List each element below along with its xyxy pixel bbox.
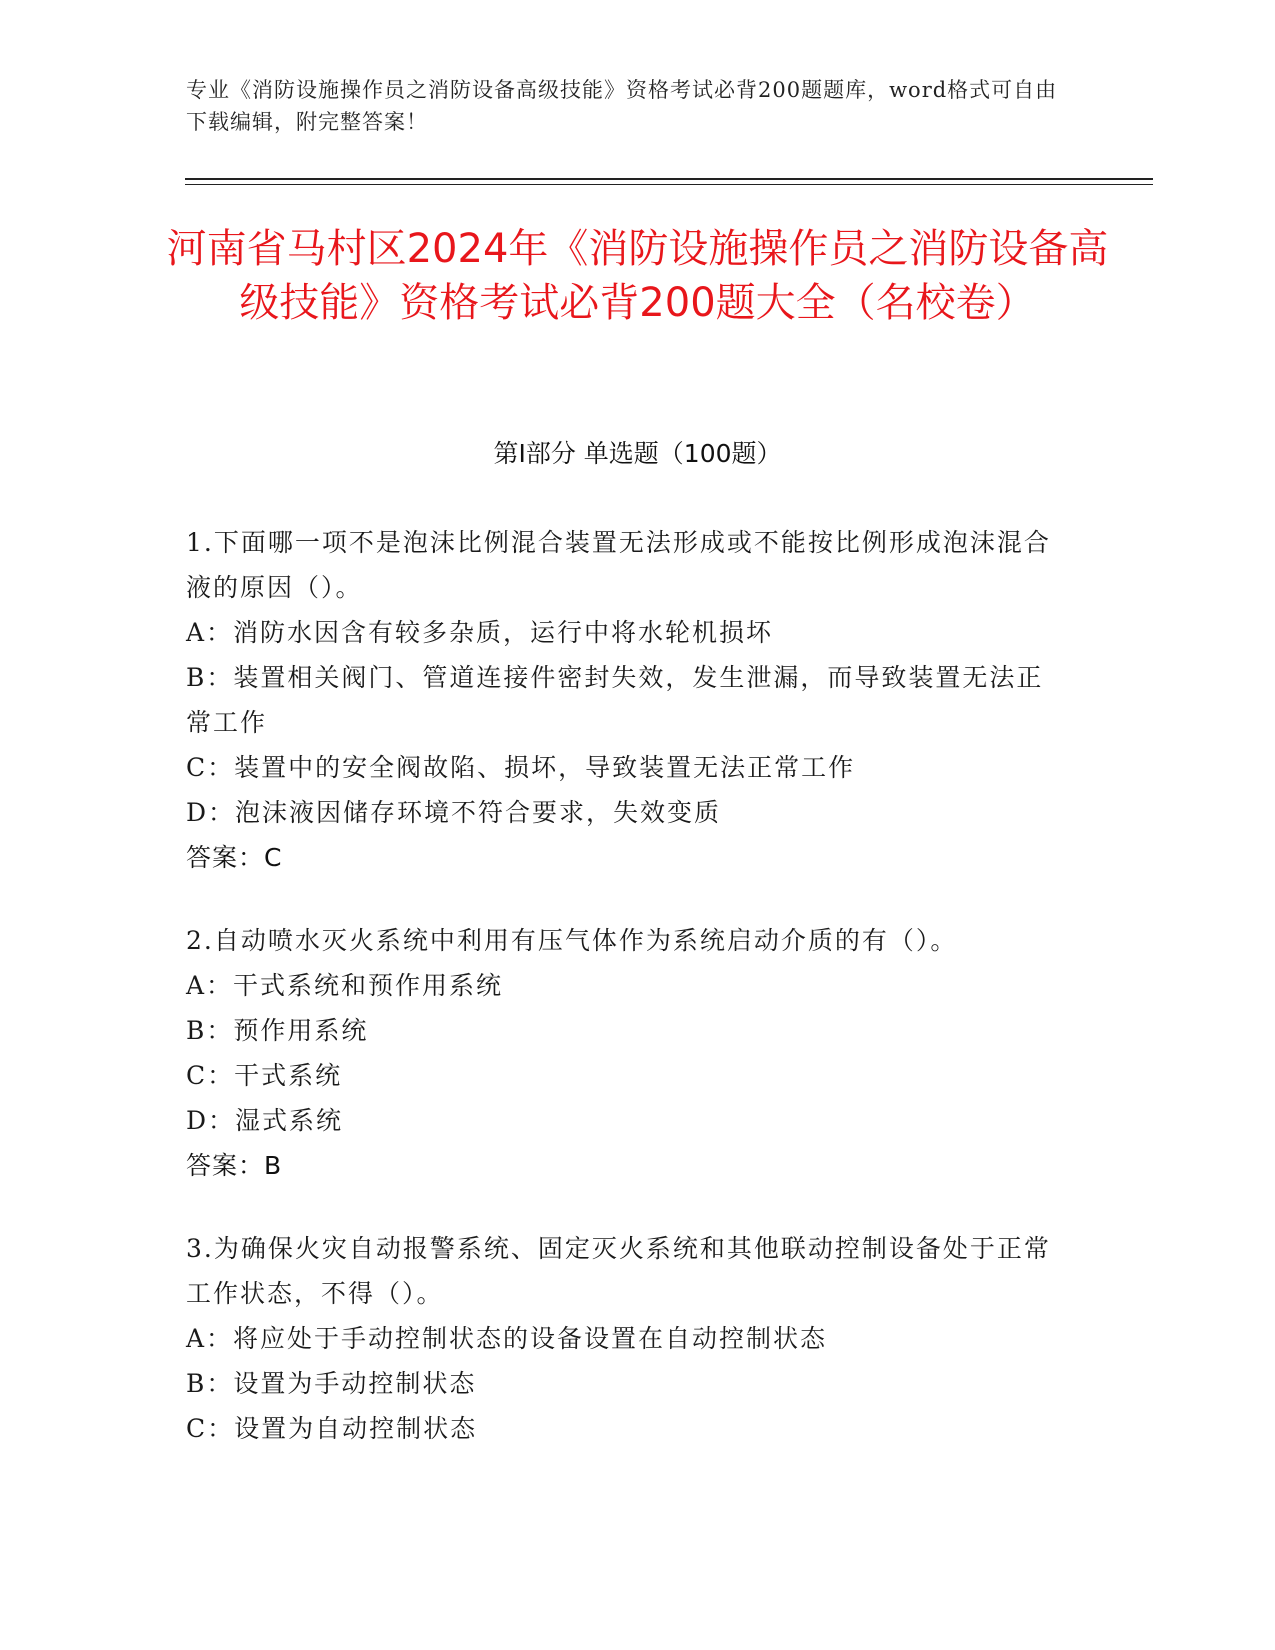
- question-stem: 2.自动喷水灭火系统中利用有压气体作为系统启动介质的有（）。: [186, 926, 958, 955]
- option-b: B：预作用系统: [186, 1016, 369, 1045]
- option-c: C：设置为自动控制状态: [186, 1414, 478, 1443]
- question-list: [186, 520, 1066, 1489]
- option-b: B：装置相关阀门、管道连接件密封失效，发生泄漏，而导致装置无法正常工作: [186, 663, 1044, 737]
- option-c: C：干式系统: [186, 1061, 343, 1090]
- option-d: D：泡沫液因储存环境不符合要求，失效变质: [186, 798, 722, 827]
- option-a: A：将应处于手动控制状态的设备设置在自动控制状态: [186, 1324, 828, 1353]
- option-b: B：设置为手动控制状态: [186, 1369, 477, 1398]
- header-rule-thick: [185, 178, 1153, 180]
- answer: 答案：B: [186, 1151, 283, 1180]
- question-1: [186, 520, 1066, 880]
- option-d: D：湿式系统: [186, 1106, 344, 1135]
- question-stem: 1.下面哪一项不是泡沫比例混合装置无法形成或不能按比例形成泡沫混合液的原因（）。: [186, 528, 1051, 602]
- header-rule-thin: [185, 184, 1153, 185]
- header-note: 专业《消防设施操作员之消防设备高级技能》资格考试必背200题题库，word格式可自由下载编辑，附完整答案！: [186, 78, 1058, 134]
- question-2: [186, 918, 1066, 1188]
- question-3: [186, 1226, 1066, 1451]
- document-title: 河南省马村区2024年《消防设施操作员之消防设备高级技能》资格考试必背200题大全（名校卷）: [166, 226, 1109, 326]
- option-a: A：消防水因含有较多杂质，运行中将水轮机损坏: [186, 618, 774, 647]
- option-a: A：干式系统和预作用系统: [186, 971, 504, 1000]
- section-heading: 第I部分 单选题（100题）: [493, 439, 782, 468]
- question-stem: 3.为确保火灾自动报警系统、固定灭火系统和其他联动控制设备处于正常工作状态，不得（）。: [186, 1234, 1051, 1308]
- answer: 答案：C: [186, 843, 283, 872]
- option-c: C：装置中的安全阀故陷、损坏，导致装置无法正常工作: [186, 753, 856, 782]
